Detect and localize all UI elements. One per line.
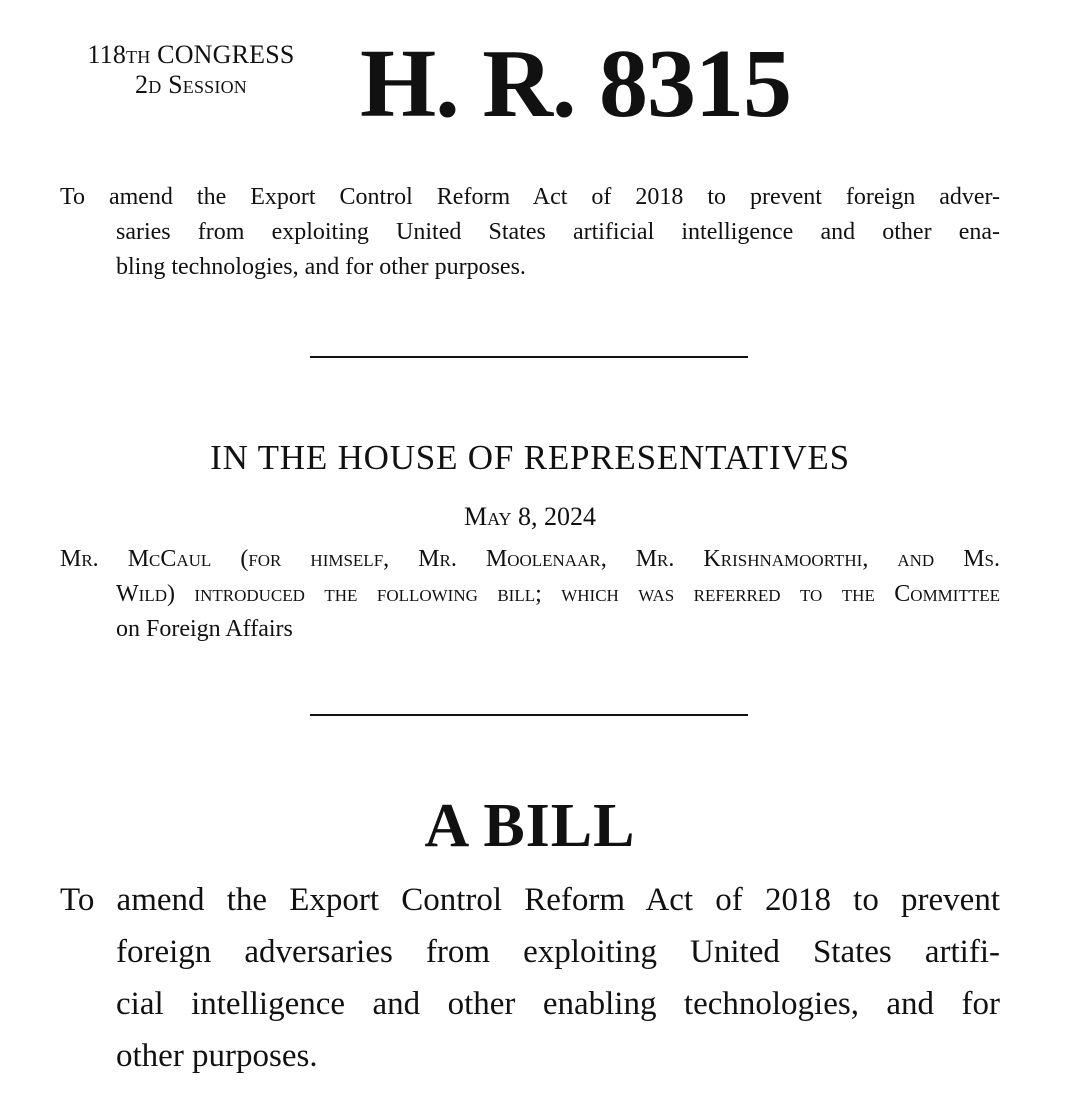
divider-top	[310, 356, 748, 358]
session-label: 2d Session	[135, 70, 247, 99]
short-title-paragraph	[60, 180, 1000, 285]
long-title-paragraph	[60, 874, 1000, 1082]
sponsor-line: on Foreign Affairs	[116, 616, 293, 642]
sponsors-paragraph	[60, 542, 1000, 647]
sponsor-line: Mr. McCaul (for himself, Mr. Moolenaar, Mr. Krishnamoorthi, and Ms.	[60, 546, 1000, 572]
long-title-line: foreign adversaries from exploiting United States artifi-	[116, 934, 1000, 970]
short-title-line: saries from exploiting United States artificial intelligence and other ena-	[116, 219, 1000, 245]
short-title-line: To amend the Export Control Reform Act of 2018 to prevent foreign adver-	[60, 184, 1000, 210]
introduction-date: May 8, 2024	[464, 502, 596, 531]
sponsor-line: Wild) introduced the following bill; which was referred to the Committee	[116, 581, 1000, 607]
divider-bottom	[310, 714, 748, 716]
house-heading: IN THE HOUSE OF REPRESENTATIVES	[210, 438, 850, 477]
short-title-line: bling technologies, and for other purposes.	[116, 254, 526, 280]
long-title-line: To amend the Export Control Reform Act of 2018 to prevent	[60, 882, 1000, 918]
congress-label: 118th CONGRESS	[87, 40, 295, 69]
long-title-line: cial intelligence and other enabling technologies, and for	[116, 986, 1000, 1022]
bill-heading: A BILL	[424, 792, 636, 860]
bill-number: H. R. 8315	[360, 30, 791, 138]
long-title-line: other purposes.	[116, 1038, 318, 1074]
congress-session-block	[60, 40, 322, 100]
